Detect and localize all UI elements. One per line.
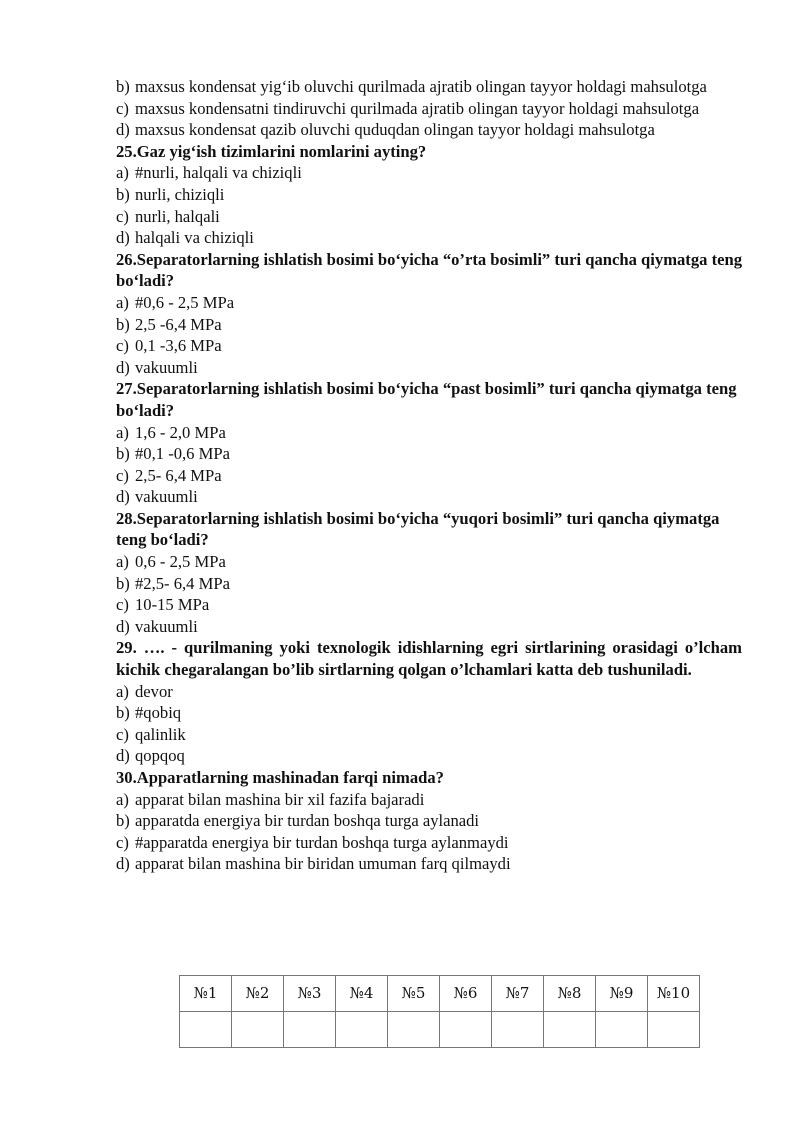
answer-cell[interactable] xyxy=(440,1012,492,1048)
question-title: 30.Apparatlarning mashinadan farqi nimada? xyxy=(116,768,444,787)
option xyxy=(116,789,742,811)
question-block xyxy=(116,378,742,508)
option-text: 2,5 -6,4 MPa xyxy=(135,314,222,334)
option xyxy=(116,486,742,508)
option xyxy=(116,681,742,703)
option xyxy=(116,98,742,120)
answer-cell[interactable] xyxy=(388,1012,440,1048)
answer-table-header-cell: №6 xyxy=(440,976,492,1012)
option-letter: d) xyxy=(116,487,130,507)
option xyxy=(116,745,742,767)
option-text: qalinlik xyxy=(135,724,186,744)
question-title: 26.Separatorlarning ishlatish bosimi bo‘yicha “o’rta bosimli” turi qancha qiymatga teng bo‘ladi? xyxy=(116,249,742,291)
answer-table-header-cell: №9 xyxy=(596,976,648,1012)
option-text: devor xyxy=(135,681,173,701)
option-letter: b) xyxy=(116,77,130,96)
option xyxy=(116,810,742,832)
option-text: nurli, halqali xyxy=(135,206,220,226)
option-text: #nurli, halqali va chiziqli xyxy=(135,163,302,183)
option-letter: d) xyxy=(116,854,130,874)
option xyxy=(116,832,742,854)
option-text: 1,6 - 2,0 MPa xyxy=(135,422,226,442)
answer-table-header-cell: №3 xyxy=(284,976,336,1012)
question-sheet xyxy=(116,76,742,875)
question-title: 29. …. - qurilmaning yoki texnologik idishlarning egri sirtlarining orasidagi o’lcham kichik chegaralangan bo’lib sirtlarning qolgan o’lchamlari katta deb tushuniladi. xyxy=(116,638,742,680)
answer-cell[interactable] xyxy=(232,1012,284,1048)
question-block xyxy=(116,249,742,379)
answer-table-header-cell: №2 xyxy=(232,976,284,1012)
option-letter: c) xyxy=(116,206,129,226)
option-letter: d) xyxy=(116,120,130,140)
option xyxy=(116,465,742,487)
answer-cell[interactable] xyxy=(544,1012,596,1048)
option xyxy=(116,335,742,357)
option-text: maxsus kondensatni tindiruvchi qurilmada ajratib olingan tayyor holdagi mahsulotga xyxy=(135,98,700,118)
option-letter: c) xyxy=(116,98,129,118)
option xyxy=(116,227,742,249)
option-text: vakuumli xyxy=(135,616,198,636)
option-letter: c) xyxy=(116,832,129,852)
option xyxy=(116,292,742,314)
answer-cell[interactable] xyxy=(596,1012,648,1048)
option-text: nurli, chiziqli xyxy=(135,184,225,204)
option-text: apparatda energiya bir turdan boshqa turga aylanadi xyxy=(135,811,480,831)
option xyxy=(116,443,742,465)
option-letter: a) xyxy=(116,789,129,809)
pre-options xyxy=(116,76,742,141)
option xyxy=(116,724,742,746)
option-text: 0,6 - 2,5 MPa xyxy=(135,552,226,572)
option xyxy=(116,314,742,336)
option-text: 10-15 MPa xyxy=(135,595,210,615)
option xyxy=(116,206,742,228)
option-letter: b) xyxy=(116,314,130,334)
option-text: #qobiq xyxy=(135,703,182,723)
option xyxy=(116,853,742,875)
option-letter: b) xyxy=(116,444,130,464)
option xyxy=(116,702,742,724)
option xyxy=(116,616,742,638)
option xyxy=(116,184,742,206)
option-letter: a) xyxy=(116,163,129,183)
option xyxy=(116,357,742,379)
option-letter: d) xyxy=(116,357,130,377)
answer-cell[interactable] xyxy=(180,1012,232,1048)
option-letter: a) xyxy=(116,292,129,312)
question-block xyxy=(116,508,742,638)
question-block xyxy=(116,141,742,249)
option-text: #0,6 - 2,5 MPa xyxy=(135,292,235,312)
answer-table-header-cell: №4 xyxy=(336,976,388,1012)
answer-cell[interactable] xyxy=(492,1012,544,1048)
option-letter: b) xyxy=(116,573,130,593)
option-text: #apparatda energiya bir turdan boshqa turga aylanmaydi xyxy=(135,832,509,852)
answer-cell[interactable] xyxy=(284,1012,336,1048)
option-text: 2,5- 6,4 MPa xyxy=(135,465,222,485)
option-text: 0,1 -3,6 MPa xyxy=(135,336,222,356)
option xyxy=(116,594,742,616)
question-title: 25.Gaz yig‘ish tizimlarini nomlarini ayting? xyxy=(116,141,427,161)
option xyxy=(116,76,742,98)
question-title: 27.Separatorlarning ishlatish bosimi bo‘yicha “past bosimli” turi qancha qiymatga teng bo‘ladi? xyxy=(116,379,737,420)
option-text: halqali va chiziqli xyxy=(135,228,254,248)
option xyxy=(116,422,742,444)
option xyxy=(116,162,742,184)
option-letter: d) xyxy=(116,616,130,636)
option-letter: b) xyxy=(116,703,130,723)
option-letter: c) xyxy=(116,465,129,485)
option-text: maxsus kondensat yig‘ib oluvchi qurilmada ajratib olingan tayyor holdagi mahsulotga xyxy=(135,77,707,96)
option-letter: d) xyxy=(116,228,130,248)
option-letter: c) xyxy=(116,724,129,744)
answer-cell[interactable] xyxy=(336,1012,388,1048)
option-letter: c) xyxy=(116,336,129,356)
answer-table-header-cell: №8 xyxy=(544,976,596,1012)
option-text: maxsus kondensat qazib oluvchi quduqdan olingan tayyor holdagi mahsulotga xyxy=(135,120,655,140)
option-text: #0,1 -0,6 MPa xyxy=(135,444,230,464)
option xyxy=(116,119,742,141)
question-block xyxy=(116,767,742,875)
answer-table-header-cell: №1 xyxy=(180,976,232,1012)
option-text: #2,5- 6,4 MPa xyxy=(135,573,230,593)
option-text: qopqoq xyxy=(135,746,185,766)
option-letter: c) xyxy=(116,595,129,615)
question-title: 28.Separatorlarning ishlatish bosimi bo‘yicha “yuqori bosimli” turi qancha qiymatga teng bo‘ladi? xyxy=(116,508,720,550)
option-letter: b) xyxy=(116,184,130,204)
option-letter: b) xyxy=(116,811,130,831)
option-letter: d) xyxy=(116,746,130,766)
option-letter: a) xyxy=(116,681,129,701)
answer-table-header-cell: №10 xyxy=(648,976,700,1012)
question-block xyxy=(116,637,742,767)
answer-cell[interactable] xyxy=(648,1012,700,1048)
option xyxy=(116,551,742,573)
option xyxy=(116,573,742,595)
option-text: vakuumli xyxy=(135,487,198,507)
option-text: apparat bilan mashina bir xil fazifa bajaradi xyxy=(135,789,425,809)
option-letter: a) xyxy=(116,422,129,442)
answer-table-header-cell: №5 xyxy=(388,976,440,1012)
option-text: vakuumli xyxy=(135,357,198,377)
option-letter: a) xyxy=(116,552,129,572)
answer-table xyxy=(179,975,700,1048)
option-text: apparat bilan mashina bir biridan umuman farq qilmaydi xyxy=(135,854,511,874)
answer-table-header-row xyxy=(180,976,700,1012)
answer-table-header-cell: №7 xyxy=(492,976,544,1012)
answer-table-answer-row xyxy=(180,1012,700,1048)
